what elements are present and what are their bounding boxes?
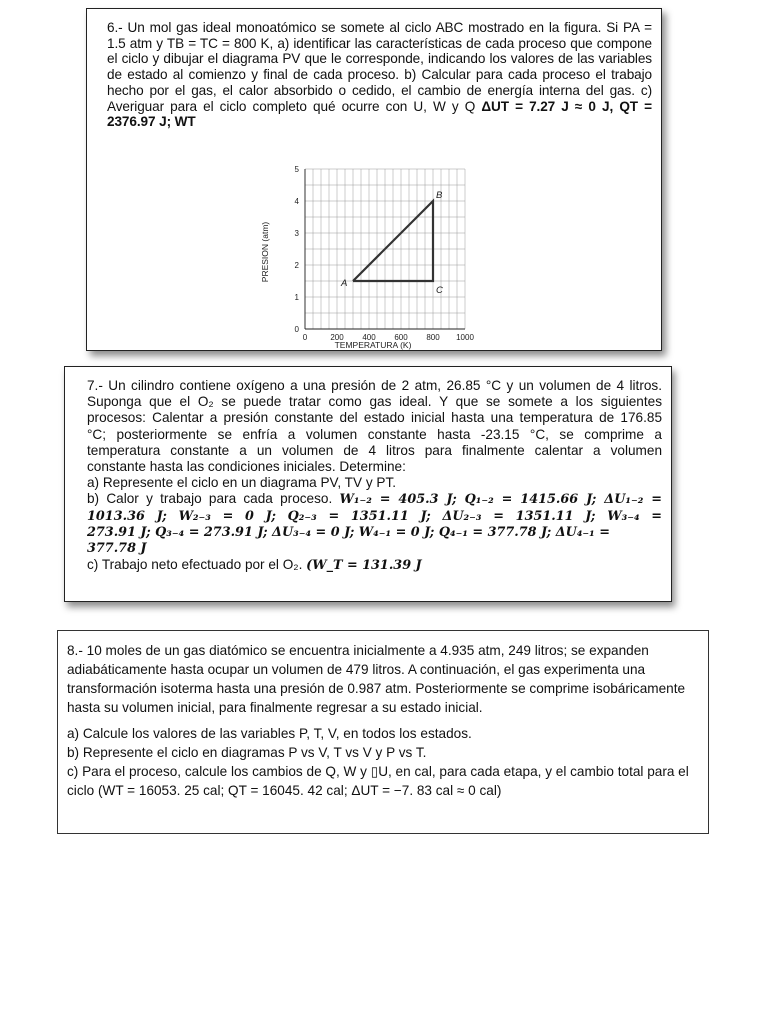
- y-tick-label: 2: [294, 261, 299, 270]
- x-tick-label: 800: [426, 333, 440, 342]
- p7-c-math: (W_T = 131.39 J: [306, 558, 422, 574]
- p7-line: constante hasta las condiciones iniciales. Determine:: [87, 459, 406, 475]
- p7-b-math: 1013.36 J; W₂₋₃ = 0 J; Q₂₋₃ = 1351.11 J; ΔU₂₋₃ = 1351.11 J; W₃₋₄ =: [87, 508, 662, 524]
- p8-item-b: b) Represente el ciclo en diagramas P vs V, T vs V y P vs T.: [67, 745, 427, 760]
- p7-b-line: [87, 491, 662, 508]
- y-tick-label: 0: [294, 325, 299, 334]
- x-tick-label: 1000: [456, 333, 474, 342]
- problem-6-text: [107, 20, 652, 130]
- p7-b-math: 377.78 J: [87, 541, 147, 557]
- x-axis-label: TEMPERATURA (K): [334, 340, 412, 350]
- x-tick-label: 200: [330, 333, 344, 342]
- p7-line: °C; posteriormente se enfría a volumen constante hasta -23.15 °C, se comprime a: [87, 426, 662, 442]
- point-label-c: C: [436, 285, 443, 296]
- point-label-b: B: [436, 190, 443, 201]
- problem-6-answer: ΔUT = 7.27 J ≈ 0 J, QT = 2376.97 J; WT: [107, 98, 652, 130]
- p8-item-c: c) Para el proceso, calcule los cambios de Q, W y ▯U, en cal, para cada etapa, y el cambio total para el ciclo (WT = 16053. 25 cal; QT = 16045. 42 cal; ΔUT = −7. 83 cal ≈ 0 cal): [67, 764, 689, 798]
- p7-c-text: c) Trabajo neto efectuado por el O₂.: [87, 557, 303, 573]
- x-tick-label: 0: [302, 333, 308, 342]
- problem-8-text: [67, 641, 703, 800]
- pt-diagram-chart: [255, 157, 505, 352]
- p7-line: Suponga que el O₂ se puede tratar como gas ideal. Y que se somete a los siguientes: [87, 394, 662, 410]
- x-tick-label: 600: [394, 333, 408, 342]
- y-axis-label: PRESION (atm): [260, 221, 270, 283]
- point-label-a: A: [341, 278, 348, 289]
- problem-7-text: [87, 378, 662, 574]
- y-tick-label: 1: [294, 293, 299, 302]
- p7-b-math: W₁₋₂ = 405.3 J; Q₁₋₂ = 1415.66 J; ΔU₁₋₂ =: [339, 492, 662, 508]
- x-tick-label: 400: [362, 333, 376, 342]
- p7-line: a) Represente el ciclo en un diagrama PV, TV y PT.: [87, 475, 397, 491]
- p8-statement: 8.- 10 moles de un gas diatómico se encuentra inicialmente a 4.935 atm, 249 litros; se expanden adiabáticamente hasta ocupar un volumen de 479 litros. A continuación, el gas experimenta una transformación isoterma hasta una presión de 0.987 atm. Posteriormente se comprime isobáricamente hasta su volumen inicial, para finalmente regresar a su estado inicial.: [67, 643, 686, 715]
- p7-line: 7.- Un cilindro contiene oxígeno a una presión de 2 atm, 26.85 °C y un volumen de 4 litros.: [87, 378, 662, 393]
- y-tick-label: 5: [294, 165, 299, 174]
- problem-7-box: [64, 366, 672, 602]
- p7-line: temperatura constante a un volumen de 4 litros para finalmente calentar a volumen: [87, 442, 662, 458]
- problem-6-box: [86, 8, 662, 351]
- y-tick-label: 3: [294, 229, 299, 238]
- y-tick-label: 4: [294, 197, 299, 206]
- problem-8-box: [57, 630, 709, 834]
- p7-b-math: 273.91 J; Q₃₋₄ = 273.91 J; ΔU₃₋₄ = 0 J; W₄₋₁ = 0 J; Q₄₋₁ = 377.78 J; ΔU₄₋₁ =: [87, 524, 610, 540]
- p7-c-line: [87, 557, 662, 574]
- p7-b-prefix: b) Calor y trabajo para cada proceso.: [87, 491, 333, 507]
- p8-item-a: a) Calcule los valores de las variables P, T, V, en todos los estados.: [67, 726, 472, 741]
- p7-line: procesos: Calentar a presión constante del estado inicial hasta una temperatura de 176.85: [87, 410, 662, 426]
- problem-6-statement: 6.- Un mol gas ideal monoatómico se somete al ciclo ABC mostrado en la figura. Si PA = 1.5 atm y TB = TC = 800 K, a) identificar las características de cada proceso que compone el ciclo y dibujar el diagrama PV que le corresponde, indicando los valores de las variables de estado al comienzo y final de cada proceso. b) Calcular para cada proceso el trabajo hecho por el gas, el calor absorbido o cedido, el cambio de energía interna del gas. c) Averiguar para el ciclo completo qué ocurre con U, W y Q: [107, 20, 652, 114]
